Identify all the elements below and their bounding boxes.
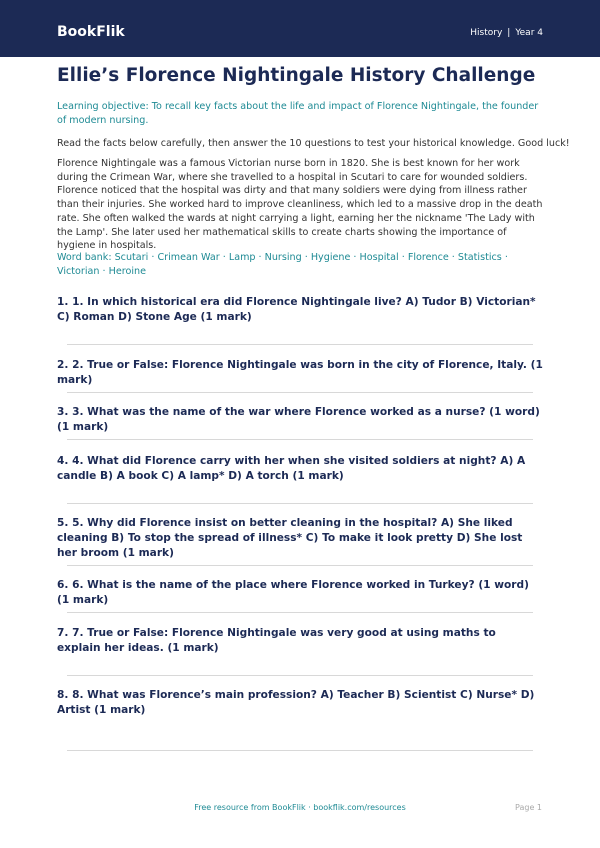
footer-credit-link[interactable]: Free resource from BookFlik · bookflik.com/resources [194,803,406,812]
year-label: Year 4 [515,28,543,38]
answer-line-3[interactable] [67,439,533,440]
reading-passage: Florence Nightingale was a famous Victorian nurse born in 1820. She is best known for her work during the Crimean War, where she travelled to a hospital in Scutari to care for wounded soldiers. Florence noticed that the hospital was dirty and that many soldiers were dying from illness rather than their injuries. She worked hard to improve cleanliness, which led to a massive drop in the death rate. She often walked the wards at night carrying a light, earning her the nickname 'The Lady with the Lamp'. She later used her mathematical skills to create charts showing the importance of hygiene in hospitals. [57,158,543,252]
answer-line-6[interactable] [67,612,533,613]
question-8: 8. 8. What was Florence’s main profession? A) Teacher B) Scientist C) Nurse* D) Artist (1 mark) [57,689,535,716]
word-bank: Word bank: Scutari · Crimean War · Lamp · Nursing · Hygiene · Hospital · Florence · Statistics · Victorian · Heroine [57,252,508,277]
answer-line-5[interactable] [67,565,533,566]
subject-separator: | [507,28,511,38]
learning-objective: Learning objective: To recall key facts about the life and impact of Florence Nightingale, the founder of modern nursing. [57,101,539,126]
subject-year-label [470,27,543,39]
question-4: 4. 4. What did Florence carry with her when she visited soldiers at night? A) A candle B) A book C) A lamp* D) A torch (1 mark) [57,455,526,482]
question-6: 6. 6. What is the name of the place where Florence worked in Turkey? (1 word) (1 mark) [57,579,529,606]
question-2: 2. 2. True or False: Florence Nightingale was born in the city of Florence, Italy. (1 mark) [57,359,543,386]
question-7: 7. 7. True or False: Florence Nightingale was very good at using maths to explain her ideas. (1 mark) [57,627,496,654]
answer-line-2[interactable] [67,392,533,393]
answer-line-8[interactable] [67,750,533,751]
worksheet-title: Ellie’s Florence Nightingale History Challenge [57,65,536,86]
answer-line-7[interactable] [67,675,533,676]
question-3: 3. 3. What was the name of the war where Florence worked as a nurse? (1 word) (1 mark) [57,406,540,433]
brand-logo-text[interactable]: BookFlik [57,24,125,40]
header-bar [0,0,600,57]
question-5: 5. 5. Why did Florence insist on better cleaning in the hospital? A) She liked cleaning B) To stop the spread of illness* C) To make it look pretty D) She lost her broom (1 mark) [57,517,523,559]
answer-line-1[interactable] [67,344,533,345]
subject-label: History [470,28,503,38]
question-1: 1. 1. In which historical era did Florence Nightingale live? A) Tudor B) Victorian* C) Roman D) Stone Age (1 mark) [57,296,536,323]
answer-line-4[interactable] [67,503,533,504]
page-number: Page 1 [515,803,542,812]
instructions-text: Read the facts below carefully, then answer the 10 questions to test your historical knowledge. Good luck! [57,138,570,149]
